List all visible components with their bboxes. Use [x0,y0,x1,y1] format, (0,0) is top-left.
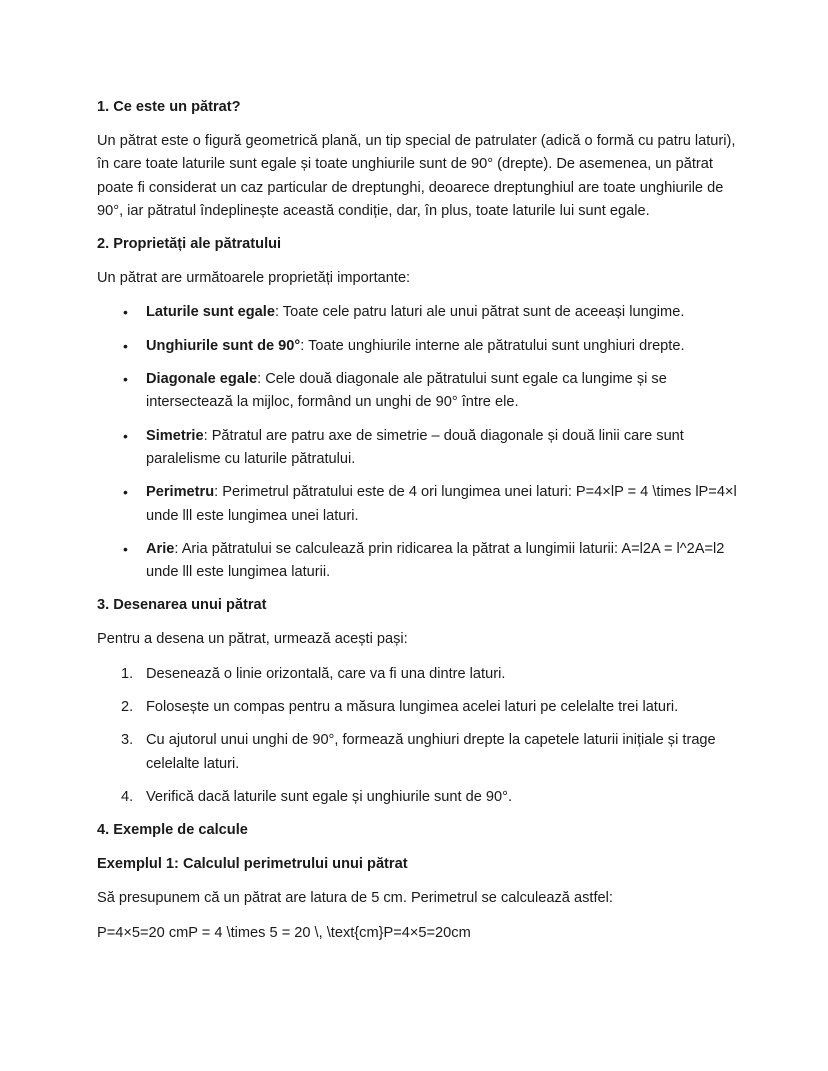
bullet-icon: • [123,540,128,557]
step-number: 3. [121,732,134,749]
section-2-heading: 2. Proprietăți ale pătratului [97,236,282,253]
bullet-icon: • [123,427,128,444]
bullet-icon: • [123,337,128,354]
list-item [97,425,747,472]
property-term: Simetrie [146,427,204,444]
document-page [97,96,747,945]
step-text: Cu ajutorul unui unghi de 90°, formează unghiuri drepte la capetele laturii inițiale și trage celelalte laturi. [146,732,716,772]
property-term: Laturile sunt egale [146,304,275,321]
list-item [97,729,747,776]
property-text: : Toate unghiurile interne ale pătratului sunt unghiuri drepte. [300,337,685,354]
section-3-intro: Pentru a desena un pătrat, urmează acești pași: [97,631,408,648]
step-text: Folosește un compas pentru a măsura lungimea acelei laturi pe celelalte trei laturi. [146,699,679,716]
step-text: Verifică dacă laturile sunt egale și unghiurile sunt de 90°. [146,788,513,805]
example-1-text: Să presupunem că un pătrat are latura de 5 cm. Perimetrul se calculează astfel: [97,890,613,907]
section-1-heading: 1. Ce este un pătrat? [97,99,241,115]
property-term: Diagonale egale [146,371,258,388]
property-text: : Cele două diagonale ale pătratului sunt egale ca lungime și se intersectează la mijloc, formând un unghi de 90° între ele. [146,371,667,411]
list-item [97,368,747,415]
property-term: Perimetru [146,484,215,501]
example-1-formula: P=4×5=20 cmP = 4 \times 5 = 20 \, \text{cm}P=4×5=20cm [97,924,471,941]
properties-list [97,301,747,584]
bullet-icon: • [123,371,128,388]
property-term: Unghiurile sunt de 90° [146,337,301,354]
example-1-heading: Exemplul 1: Calculul perimetrului unui pătrat [97,856,408,873]
step-number: 4. [121,788,134,805]
step-text: Desenează o linie orizontală, care va fi una dintre laturi. [146,665,506,682]
property-term: Arie [146,540,175,557]
steps-list [97,663,747,809]
property-text: : Perimetrul pătratului este de 4 ori lungimea unei laturi: P=4×lP = 4 \times lP=4×l unde lll este lungimea unei laturi. [146,484,737,524]
section-2-intro: Un pătrat are următoarele proprietăți importante: [97,270,411,287]
section-4-heading: 4. Exemple de calcule [97,822,248,839]
property-text: : Toate cele patru laturi ale unui pătrat sunt de aceeași lungime. [274,304,685,321]
list-item [97,663,747,686]
property-text: : Aria pătratului se calculează prin ridicarea la pătrat a lungimii laturii: A=l2A = l^2A=l2 unde lll este lungimea laturii. [146,540,725,581]
list-item [97,481,747,528]
section-1-paragraph: Un pătrat este o figură geometrică plană, un tip special de patrulater (adică o formă cu patru laturi), în care toate laturile sunt egale și toate unghiurile sunt de 90° (drepte). De asemenea, un pătrat poate fi considerat un caz particular de dreptunghi, deoarece dreptunghiul are toate unghiurile de 90°, iar pătratul îndeplinește această condiție, dar, în plus, toate laturile lui sunt egale. [97,133,736,219]
step-number: 1. [121,665,134,682]
property-text: : Pătratul are patru axe de simetrie – două diagonale și două linii care sunt paralelisme cu laturile pătratului. [146,427,684,467]
list-item [97,301,747,324]
bullet-icon: • [123,304,128,321]
step-number: 2. [121,699,134,716]
list-item [97,786,747,809]
list-item [97,538,747,585]
bullet-icon: • [123,484,128,501]
section-3-heading: 3. Desenarea unui pătrat [97,597,267,614]
list-item [97,696,747,719]
list-item [97,335,747,358]
